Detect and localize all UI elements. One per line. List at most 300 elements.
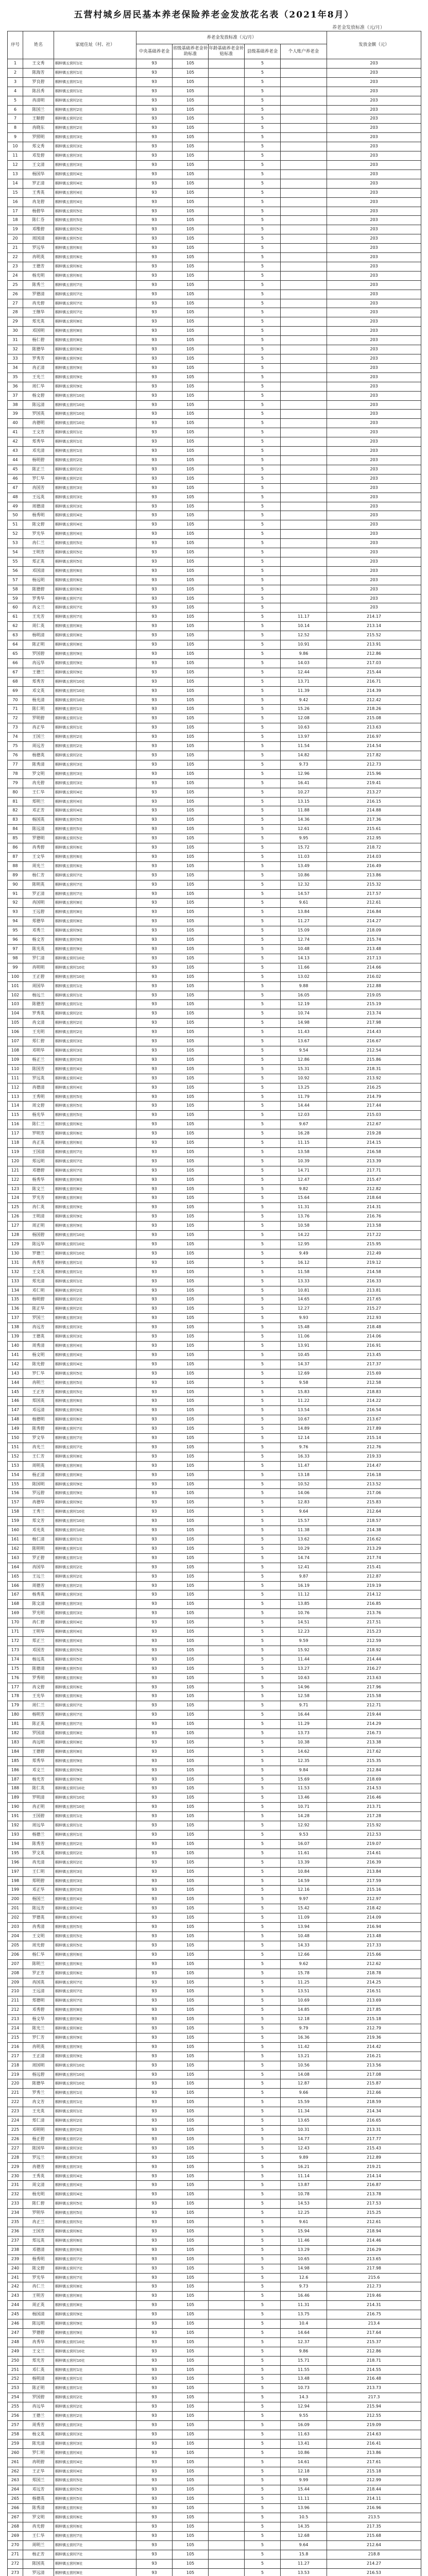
row-provincial: 105 (173, 1120, 209, 1129)
row-central: 93 (136, 465, 173, 474)
row-address: 桐梓镇五营村1社 (54, 437, 136, 447)
row-provincial: 105 (173, 2495, 209, 2504)
row-provincial: 105 (173, 2209, 209, 2218)
row-address: 桐梓镇五营村10社 (54, 2347, 136, 2356)
row-provincial: 105 (173, 1950, 209, 1959)
row-name: 王顺碧 (23, 114, 54, 124)
row-account: 11.31 (281, 2301, 327, 2310)
row-central: 93 (136, 1867, 173, 1876)
row-seq: 80 (8, 788, 23, 797)
row-provincial: 105 (173, 705, 209, 714)
row-account: 14.33 (281, 1941, 327, 1950)
row-total: 215.37 (327, 2337, 421, 2347)
row-age-extra (209, 539, 245, 548)
table-row (8, 769, 421, 778)
table-row (8, 2015, 421, 2024)
row-county: 5 (245, 539, 281, 548)
row-total: 217.37 (327, 1360, 421, 1369)
row-provincial: 105 (173, 908, 209, 917)
row-name: 邓明华 (23, 1046, 54, 1055)
row-age-extra (209, 1683, 245, 1692)
row-provincial: 105 (173, 2042, 209, 2052)
roster-body (8, 59, 421, 2576)
row-name: 罗德碧 (23, 2328, 54, 2337)
row-provincial: 105 (173, 530, 209, 539)
row-address: 桐梓镇五营村7社 (54, 880, 136, 889)
row-name: 冉德华 (23, 1498, 54, 1507)
row-name: 冉明英 (23, 253, 54, 262)
table-row (8, 253, 421, 262)
row-age-extra (209, 262, 245, 271)
row-central: 93 (136, 1194, 173, 1203)
row-age-extra (209, 2033, 245, 2042)
row-seq: 264 (8, 2485, 23, 2495)
row-county: 5 (245, 2089, 281, 2098)
row-seq: 133 (8, 1277, 23, 1286)
row-address: 桐梓镇五营村9社 (54, 2310, 136, 2319)
row-name: 邓远清 (23, 1406, 54, 1415)
row-account: 9.73 (281, 2282, 327, 2292)
row-account: 15.83 (281, 1387, 327, 1397)
row-provincial: 105 (173, 1267, 209, 1277)
row-provincial: 105 (173, 1498, 209, 1507)
row-provincial: 105 (173, 613, 209, 622)
row-address: 桐梓镇五营村7社 (54, 1978, 136, 1987)
row-name: 邓文兰 (23, 1766, 54, 1775)
row-county: 5 (245, 188, 281, 197)
row-total: 218.26 (327, 705, 421, 714)
row-provincial: 105 (173, 391, 209, 400)
table-row (8, 816, 421, 825)
row-county: 5 (245, 1517, 281, 1526)
row-county: 5 (245, 2033, 281, 2042)
row-age-extra (209, 899, 245, 908)
row-county: 5 (245, 1664, 281, 1673)
row-central: 93 (136, 345, 173, 354)
row-age-extra (209, 244, 245, 253)
row-seq: 227 (8, 2144, 23, 2153)
table-row (8, 2448, 421, 2458)
row-name: 陈文碧 (23, 2264, 54, 2273)
row-seq: 234 (8, 2209, 23, 2218)
row-seq: 76 (8, 751, 23, 760)
row-name: 冉仁兰 (23, 539, 54, 548)
table-row (8, 410, 421, 419)
row-total: 214.79 (327, 1092, 421, 1101)
row-name: 郑秀华 (23, 437, 54, 447)
row-central: 93 (136, 1895, 173, 1904)
row-age-extra (209, 2513, 245, 2522)
row-account: 14.98 (281, 1019, 327, 1028)
row-account: 9.99 (281, 2476, 327, 2485)
row-total: 214.63 (327, 2430, 421, 2439)
row-account: 11.58 (281, 1267, 327, 1277)
row-age-extra (209, 114, 245, 124)
row-total: 212.64 (327, 1507, 421, 1517)
row-account (281, 308, 327, 317)
row-seq: 245 (8, 2310, 23, 2319)
row-central: 93 (136, 889, 173, 899)
row-total: 217.51 (327, 1618, 421, 1628)
row-provincial: 105 (173, 1756, 209, 1766)
row-total: 216.84 (327, 908, 421, 917)
table-row (8, 1415, 421, 1425)
row-county: 5 (245, 1101, 281, 1111)
row-name: 冉明明 (23, 963, 54, 972)
row-central: 93 (136, 1055, 173, 1064)
row-seq: 19 (8, 225, 23, 234)
table-row (8, 2061, 421, 2070)
row-address: 桐梓镇五营村7社 (54, 2550, 136, 2559)
row-provincial: 105 (173, 566, 209, 575)
row-county: 5 (245, 2042, 281, 2052)
table-row (8, 954, 421, 963)
row-account: 15.26 (281, 705, 327, 714)
row-total: 216.51 (327, 1987, 421, 1996)
row-county: 5 (245, 455, 281, 465)
row-county: 5 (245, 2070, 281, 2079)
row-county: 5 (245, 806, 281, 816)
row-total: 203 (327, 299, 421, 308)
row-county: 5 (245, 1360, 281, 1369)
row-name: 陈德芳 (23, 1000, 54, 1009)
row-address: 桐梓镇五营村9社 (54, 1766, 136, 1775)
row-address: 桐梓镇五营村4社 (54, 520, 136, 530)
table-row (8, 372, 421, 382)
row-address: 桐梓镇五营村6社 (54, 1406, 136, 1415)
table-row (8, 2550, 421, 2559)
row-name: 冉正兰 (23, 2218, 54, 2227)
table-row (8, 419, 421, 428)
row-total: 216.27 (327, 1664, 421, 1673)
row-age-extra (209, 2476, 245, 2485)
row-age-extra (209, 2153, 245, 2162)
row-central: 93 (136, 778, 173, 788)
row-total: 213.45 (327, 1350, 421, 1360)
row-age-extra (209, 1876, 245, 1886)
row-age-extra (209, 382, 245, 391)
row-account: 12.32 (281, 880, 327, 889)
row-name: 郑光清 (23, 1277, 54, 1286)
row-seq: 183 (8, 1738, 23, 1747)
row-total: 218.69 (327, 1775, 421, 1784)
row-account: 10.56 (281, 2061, 327, 2070)
table-row (8, 2310, 421, 2319)
row-seq: 232 (8, 2190, 23, 2199)
row-address: 桐梓镇五营村5社 (54, 216, 136, 225)
row-central: 93 (136, 2015, 173, 2024)
row-total: 216.39 (327, 1858, 421, 1867)
row-central: 93 (136, 557, 173, 566)
row-provincial: 105 (173, 1821, 209, 1831)
row-total: 213.69 (327, 1996, 421, 2006)
row-central: 93 (136, 1913, 173, 1923)
row-age-extra (209, 963, 245, 972)
row-age-extra (209, 2559, 245, 2568)
row-provincial: 105 (173, 317, 209, 327)
row-county: 5 (245, 557, 281, 566)
row-age-extra (209, 1655, 245, 1664)
row-age-extra (209, 1378, 245, 1387)
row-central: 93 (136, 2098, 173, 2107)
row-provincial: 105 (173, 1969, 209, 1978)
row-seq: 225 (8, 2126, 23, 2135)
row-provincial: 105 (173, 1350, 209, 1360)
row-address: 桐梓镇五营村10社 (54, 1249, 136, 1258)
row-central: 93 (136, 1747, 173, 1756)
row-name: 罗远碧 (23, 1489, 54, 1498)
row-account: 9.42 (281, 696, 327, 705)
row-seq: 212 (8, 2006, 23, 2015)
row-seq: 58 (8, 585, 23, 594)
table-row (8, 778, 421, 788)
row-seq: 43 (8, 447, 23, 456)
table-row (8, 899, 421, 908)
table-row (8, 1378, 421, 1387)
row-address: 桐梓镇五营村1社 (54, 1553, 136, 1563)
row-age-extra (209, 2458, 245, 2467)
row-county: 5 (245, 1839, 281, 1849)
row-central: 93 (136, 2458, 173, 2467)
row-provincial: 105 (173, 372, 209, 382)
row-address: 桐梓镇五营村7社 (54, 613, 136, 622)
row-seq: 214 (8, 2024, 23, 2033)
table-row (8, 1895, 421, 1904)
row-age-extra (209, 954, 245, 963)
table-row (8, 650, 421, 659)
row-account: 14.62 (281, 1747, 327, 1756)
row-provincial: 105 (173, 557, 209, 566)
row-total: 215.86 (327, 1055, 421, 1064)
table-row (8, 1673, 421, 1683)
row-account: 15.57 (281, 1517, 327, 1526)
table-row (8, 2209, 421, 2218)
row-account: 13.58 (281, 1147, 327, 1157)
row-total: 203 (327, 493, 421, 502)
row-county: 5 (245, 2079, 281, 2089)
row-provincial: 105 (173, 1147, 209, 1157)
row-county: 5 (245, 1277, 281, 1286)
row-central: 93 (136, 160, 173, 170)
row-address: 桐梓镇五营村4社 (54, 1341, 136, 1350)
row-central: 93 (136, 1378, 173, 1387)
header-account: 个人账户养老金 (281, 44, 327, 59)
row-age-extra (209, 2227, 245, 2236)
row-age-extra (209, 1729, 245, 1738)
row-account: 10.84 (281, 1867, 327, 1876)
row-central: 93 (136, 2439, 173, 2448)
row-age-extra (209, 2531, 245, 2540)
row-address: 桐梓镇五营村8社 (54, 917, 136, 926)
row-central: 93 (136, 2412, 173, 2421)
row-account (281, 216, 327, 225)
row-name: 周文清 (23, 2181, 54, 2190)
row-address: 桐梓镇五营村1社 (54, 2384, 136, 2393)
row-total: 203 (327, 548, 421, 557)
row-age-extra (209, 603, 245, 613)
row-seq: 241 (8, 2273, 23, 2282)
row-seq: 107 (8, 1037, 23, 1046)
row-provincial: 105 (173, 880, 209, 889)
row-seq: 124 (8, 1194, 23, 1203)
row-name: 郑德华 (23, 917, 54, 926)
row-name: 郑秀芳 (23, 677, 54, 686)
row-county: 5 (245, 2412, 281, 2421)
row-name: 郑明兰 (23, 797, 54, 806)
row-seq: 106 (8, 1028, 23, 1037)
row-seq: 156 (8, 1489, 23, 1498)
row-central: 93 (136, 1600, 173, 1609)
row-address: 桐梓镇五营村6社 (54, 1969, 136, 1978)
row-total: 213.81 (327, 1286, 421, 1295)
row-address: 桐梓镇五营村4社 (54, 797, 136, 806)
row-seq: 250 (8, 2356, 23, 2365)
row-provincial: 105 (173, 861, 209, 871)
row-address: 桐梓镇五营村3社 (54, 1046, 136, 1055)
row-name: 郑文秀 (23, 142, 54, 151)
row-county: 5 (245, 1950, 281, 1959)
row-central: 93 (136, 585, 173, 594)
row-total: 203 (327, 594, 421, 603)
row-address: 桐梓镇五营村5社 (54, 2476, 136, 2485)
row-county: 5 (245, 1009, 281, 1019)
row-county: 5 (245, 1636, 281, 1646)
row-central: 93 (136, 354, 173, 364)
row-central: 93 (136, 936, 173, 945)
row-account: 9.86 (281, 2347, 327, 2356)
row-seq: 111 (8, 1074, 23, 1083)
row-age-extra (209, 327, 245, 336)
row-name: 冉德清 (23, 1083, 54, 1092)
row-provincial: 105 (173, 290, 209, 299)
table-row (8, 705, 421, 714)
row-name: 杨正清 (23, 1470, 54, 1480)
row-age-extra (209, 447, 245, 456)
row-account: 11.44 (281, 1655, 327, 1664)
row-county: 5 (245, 465, 281, 474)
table-row (8, 290, 421, 299)
row-total: 213.39 (327, 1157, 421, 1166)
row-county: 5 (245, 1480, 281, 1489)
row-provincial: 105 (173, 1139, 209, 1148)
row-age-extra (209, 1766, 245, 1775)
table-row (8, 1037, 421, 1046)
row-provincial: 105 (173, 1074, 209, 1083)
row-total: 217.71 (327, 1166, 421, 1175)
row-name: 周德清 (23, 502, 54, 511)
row-address: 桐梓镇五营村1社 (54, 705, 136, 714)
row-seq: 87 (8, 852, 23, 861)
row-central: 93 (136, 825, 173, 834)
row-provincial: 105 (173, 2227, 209, 2236)
row-county: 5 (245, 2134, 281, 2144)
row-county: 5 (245, 2448, 281, 2458)
row-provincial: 105 (173, 1175, 209, 1184)
row-total: 203 (327, 317, 421, 327)
row-total: 215.27 (327, 1304, 421, 1314)
row-name: 周国清 (23, 234, 54, 244)
table-row (8, 658, 421, 668)
row-account: 10.58 (281, 1222, 327, 1231)
row-county: 5 (245, 1729, 281, 1738)
row-address: 桐梓镇五营村4社 (54, 1083, 136, 1092)
row-age-extra (209, 769, 245, 778)
row-central: 93 (136, 502, 173, 511)
row-total: 217.08 (327, 2070, 421, 2079)
row-address: 桐梓镇五营村2社 (54, 2402, 136, 2412)
row-provincial: 105 (173, 1978, 209, 1987)
row-account: 15.59 (281, 2098, 327, 2107)
row-address: 桐梓镇五营村10社 (54, 410, 136, 419)
row-name: 周远芳 (23, 742, 54, 751)
row-county: 5 (245, 1470, 281, 1480)
row-total: 217.13 (327, 954, 421, 963)
row-county: 5 (245, 760, 281, 769)
row-central: 93 (136, 2144, 173, 2153)
row-county: 5 (245, 2467, 281, 2476)
row-total: 218.59 (327, 2098, 421, 2107)
row-account: 16.46 (281, 2292, 327, 2301)
row-seq: 153 (8, 1461, 23, 1470)
row-central: 93 (136, 2236, 173, 2245)
table-row (8, 225, 421, 234)
row-total: 217.62 (327, 1747, 421, 1756)
row-total: 216.96 (327, 2504, 421, 2513)
row-seq: 251 (8, 2365, 23, 2375)
row-age-extra (209, 880, 245, 889)
row-central: 93 (136, 151, 173, 161)
row-total: 203 (327, 77, 421, 87)
row-name: 陈国英 (23, 2559, 54, 2568)
table-row (8, 834, 421, 843)
row-name: 杨明芳 (23, 1710, 54, 1720)
row-age-extra (209, 520, 245, 530)
row-central: 93 (136, 2310, 173, 2319)
table-row (8, 1489, 421, 1498)
row-name: 杨文碧 (23, 391, 54, 400)
row-county: 5 (245, 308, 281, 317)
row-county: 5 (245, 1341, 281, 1350)
row-account: 10.74 (281, 1009, 327, 1019)
row-central: 93 (136, 1563, 173, 1572)
row-age-extra (209, 1738, 245, 1747)
row-address: 桐梓镇五营村5社 (54, 1378, 136, 1387)
row-total: 217.82 (327, 751, 421, 760)
row-central: 93 (136, 1350, 173, 1360)
row-central: 93 (136, 1766, 173, 1775)
row-provincial: 105 (173, 816, 209, 825)
row-total: 218.94 (327, 2227, 421, 2236)
row-central: 93 (136, 363, 173, 372)
row-county: 5 (245, 1498, 281, 1507)
row-central: 93 (136, 1258, 173, 1267)
row-county: 5 (245, 1978, 281, 1987)
row-total: 215.61 (327, 825, 421, 834)
row-total: 219.41 (327, 778, 421, 788)
row-seq: 1 (8, 59, 23, 69)
row-age-extra (209, 733, 245, 742)
row-account: 13.15 (281, 797, 327, 806)
row-age-extra (209, 1581, 245, 1590)
row-age-extra (209, 686, 245, 696)
row-address: 桐梓镇五营村10社 (54, 1231, 136, 1240)
row-county: 5 (245, 2550, 281, 2559)
row-total: 214.22 (327, 1397, 421, 1406)
row-account: 11.39 (281, 686, 327, 696)
row-county: 5 (245, 234, 281, 244)
row-seq: 163 (8, 1553, 23, 1563)
row-account: 9.89 (281, 2153, 327, 2162)
